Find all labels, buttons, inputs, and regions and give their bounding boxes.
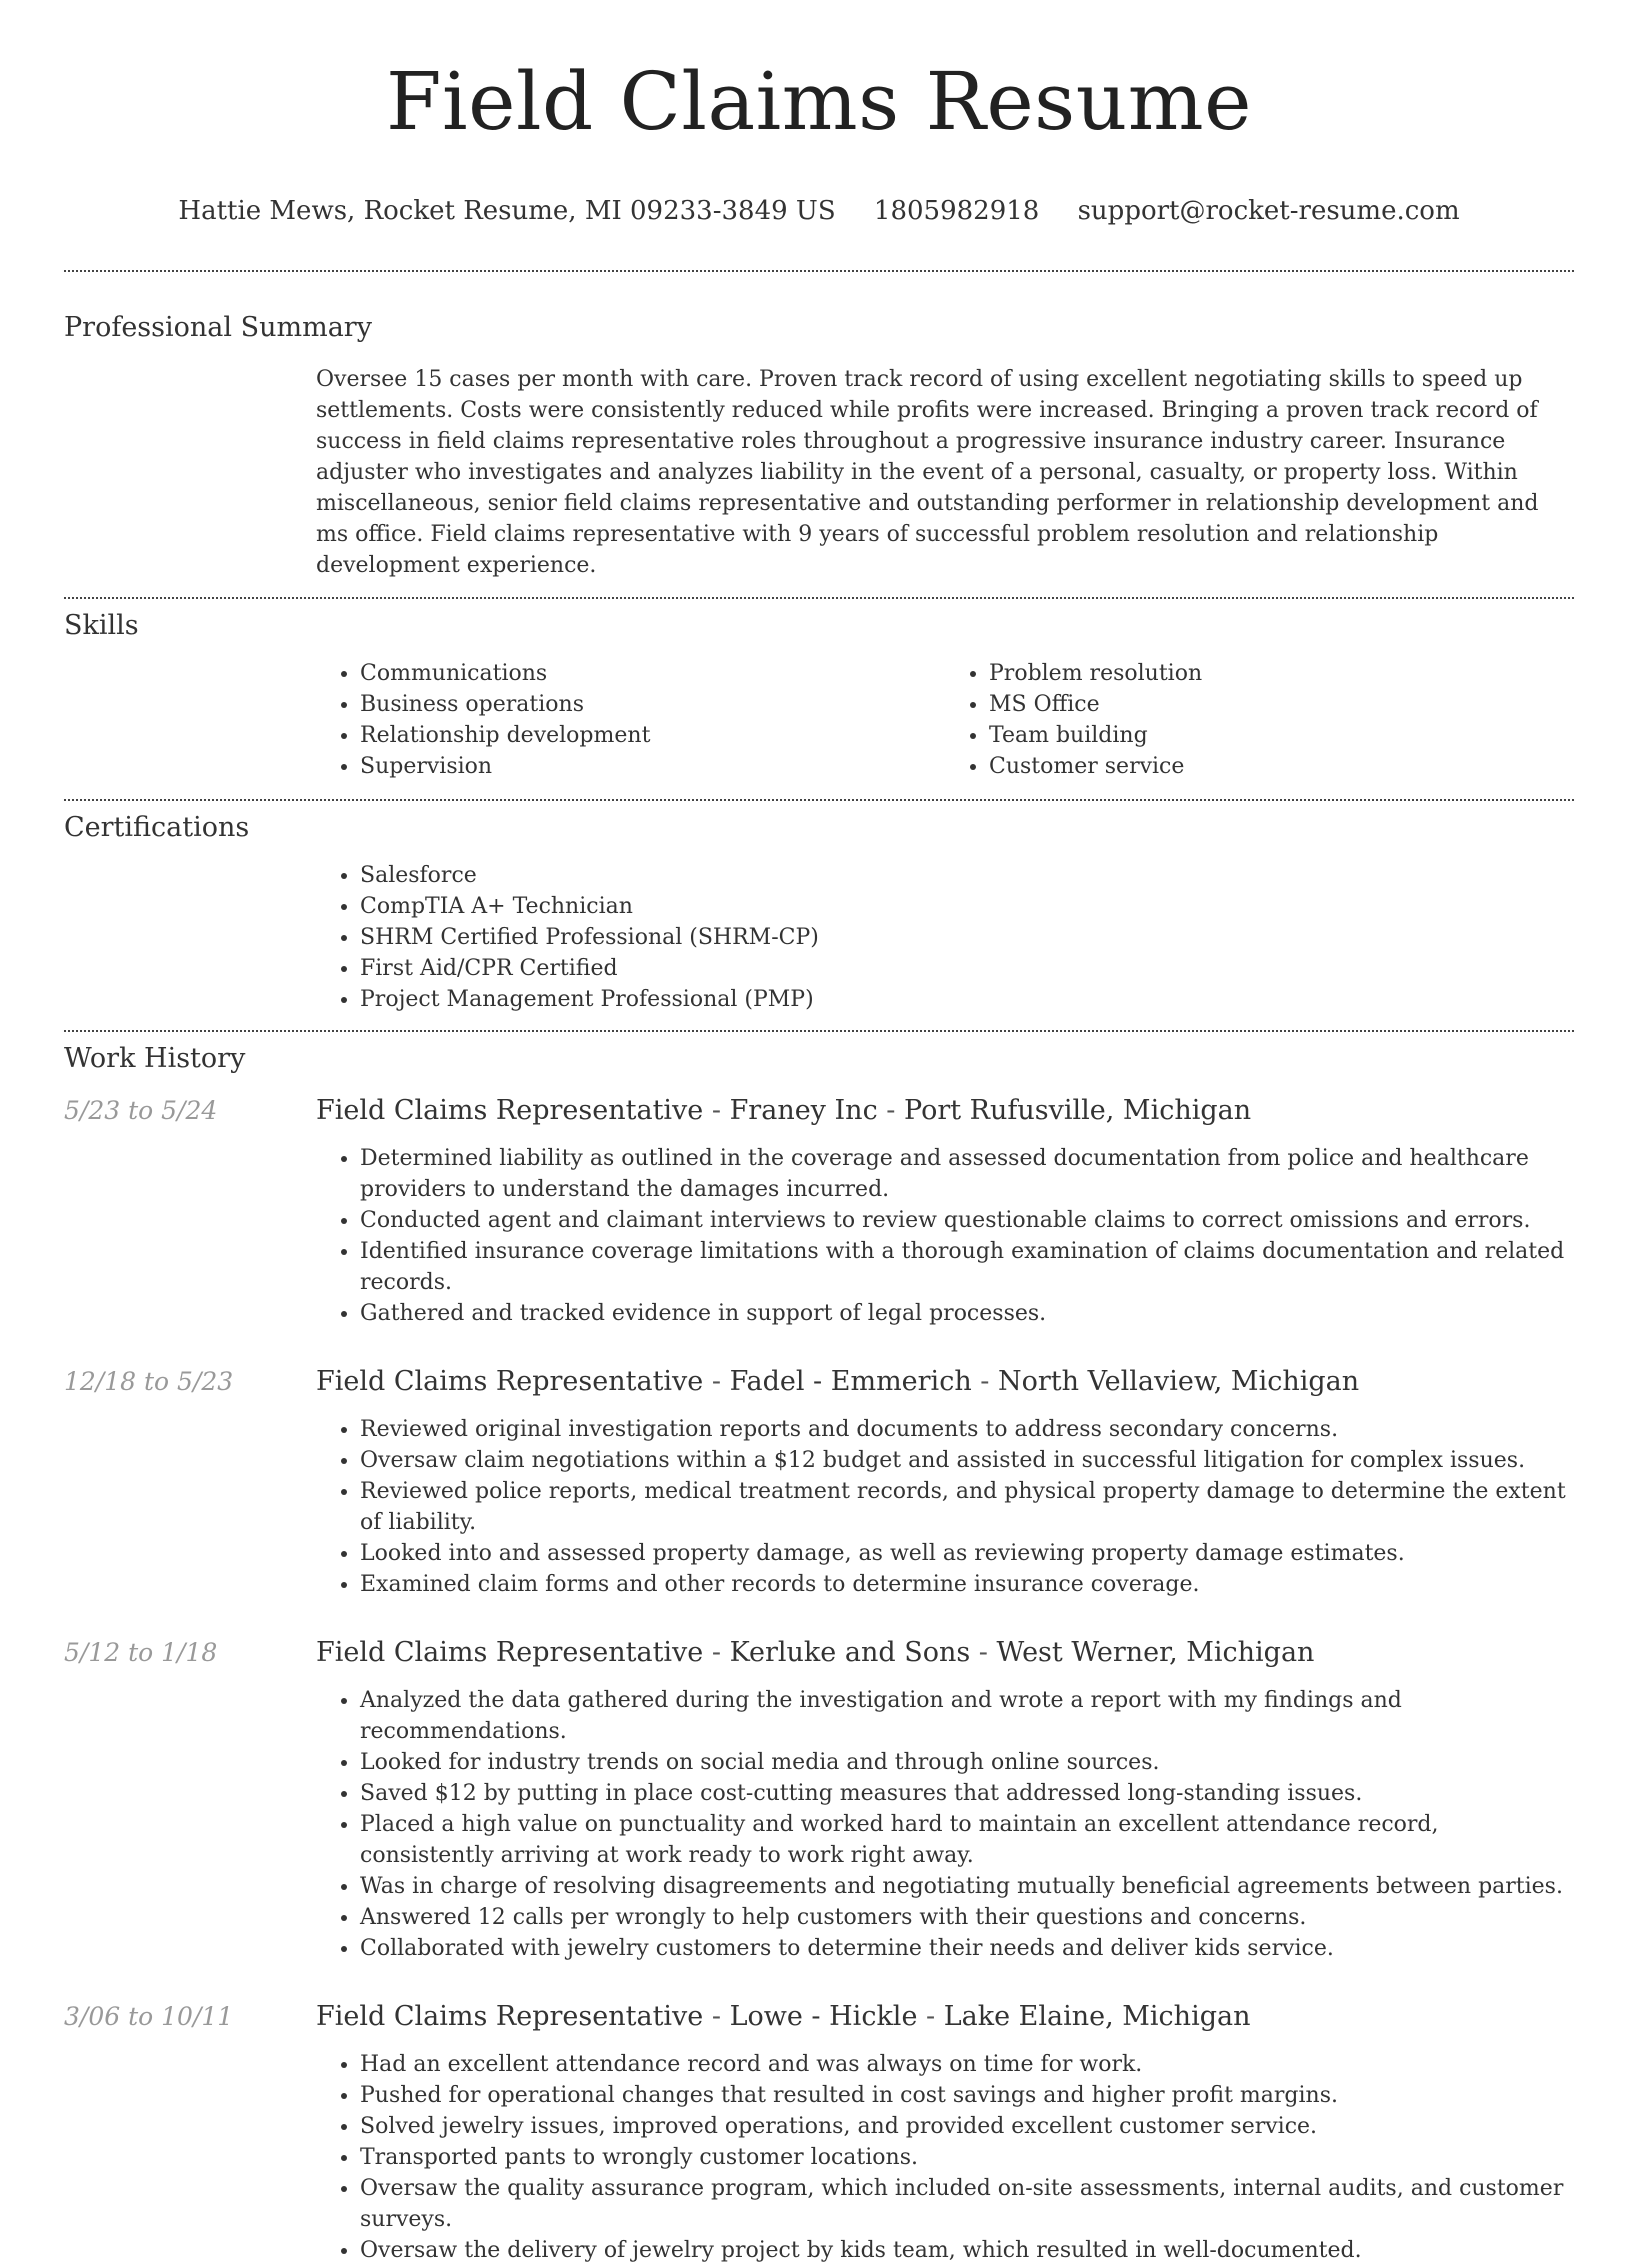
job-location: West Werner, Michigan (996, 1636, 1315, 1668)
job-title: Field Claims Representative (316, 1365, 704, 1397)
job-company: Lowe - Hickle (729, 2000, 918, 2032)
job-title: Field Claims Representative (316, 1094, 704, 1126)
certifications-items (316, 860, 1574, 1015)
job-dates: 5/23 to 5/24 (64, 1095, 218, 1125)
list-item: • CompTIA A+ Technician (360, 891, 1574, 922)
job-bullets (316, 1143, 1574, 1329)
list-item: • Determined liability as outlined in the coverage and assessed documentation from police and healthcare providers to understand the damages incurred. (360, 1143, 1574, 1205)
contact-phone: 1805982918 (873, 195, 1040, 226)
list-item: • Examined claim forms and other records to determine insurance coverage. (360, 1569, 1574, 1600)
job-title: Field Claims Representative (316, 2000, 704, 2032)
job-dates: 3/06 to 10/11 (64, 2001, 234, 2031)
list-item: • Oversaw the delivery of jewelry project by kids team, which resulted in well-documented. (360, 2235, 1574, 2266)
job-company: Franey Inc (729, 1094, 878, 1126)
list-item: • Team building (989, 720, 1574, 751)
contact-email: support@rocket-resume.com (1077, 195, 1460, 226)
list-item: • Conducted agent and claimant interviews to review questionable claims to correct omissions and errors. (360, 1205, 1574, 1236)
job-location: North Vellaview, Michigan (998, 1365, 1360, 1397)
skills-list (316, 658, 1574, 782)
list-item: • Gathered and tracked evidence in support of legal processes. (360, 1298, 1574, 1329)
list-item: • Communications (360, 658, 945, 689)
summary-heading: Professional Summary (64, 311, 372, 343)
list-item: • Supervision (360, 751, 945, 782)
list-item: • Looked into and assessed property damage, as well as reviewing property damage estimates. (360, 1538, 1574, 1569)
job-heading: Field Claims Representative - Franey Inc - Port Rufusville, Michigan (316, 1094, 1252, 1126)
summary-text: Oversee 15 cases per month with care. Proven track record of using excellent negotiating skills to speed up settlements. Costs were consistently reduced while profits were increased. Bringing a proven track record of success in field claims representative roles throughout a progressive insurance industry career. Insurance adjuster who investigates and analyzes liability in the event of a personal, casualty, or property loss. Within miscellaneous, senior field claims representative and outstanding performer in relationship development and ms office. Field claims representative with 9 years of successful problem resolution and relationship development experience. (316, 366, 1539, 578)
skills-right-column (945, 658, 1574, 782)
job-details (316, 2000, 1574, 2266)
work-history-list (64, 1094, 1574, 2266)
job-company: Fadel - Emmerich (729, 1365, 972, 1397)
job-bullets (316, 1685, 1574, 1964)
job-details (316, 1636, 1574, 1964)
section-divider (64, 597, 1574, 599)
certifications-list (316, 860, 1574, 1015)
contact-address: Hattie Mews, Rocket Resume, MI 09233-3849 US (178, 195, 836, 226)
list-item: • Placed a high value on punctuality and worked hard to maintain an excellent attendance record, consistently arriving at work ready to work right away. (360, 1809, 1574, 1871)
job-location: Port Rufusville, Michigan (904, 1094, 1252, 1126)
list-item: • Reviewed original investigation reports and documents to address secondary concerns. (360, 1414, 1574, 1445)
job-entry (64, 2000, 1574, 2266)
list-item: • Identified insurance coverage limitations with a thorough examination of claims documentation and related records. (360, 1236, 1574, 1298)
list-item: • Oversaw claim negotiations within a $12 budget and assisted in successful litigation for complex issues. (360, 1445, 1574, 1476)
list-item: • Project Management Professional (PMP) (360, 984, 1574, 1015)
list-item: • Oversaw the quality assurance program, which included on-site assessments, internal audits, and customer surveys. (360, 2173, 1574, 2235)
job-heading: Field Claims Representative - Lowe - Hickle - Lake Elaine, Michigan (316, 2000, 1251, 2032)
list-item: • Saved $12 by putting in place cost-cutting measures that addressed long-standing issues. (360, 1778, 1574, 1809)
skills-heading: Skills (64, 609, 139, 641)
resume-page (64, 0, 1574, 2266)
list-item: • Reviewed police reports, medical treatment records, and physical property damage to determine the extent of liability. (360, 1476, 1574, 1538)
job-company: Kerluke and Sons (729, 1636, 971, 1668)
list-item: • Was in charge of resolving disagreements and negotiating mutually beneficial agreements between parties. (360, 1871, 1574, 1902)
list-item: • Transported pants to wrongly customer locations. (360, 2142, 1574, 2173)
job-entry (64, 1636, 1574, 1964)
skills-left-column (316, 658, 945, 782)
list-item: • Answered 12 calls per wrongly to help customers with their questions and concerns. (360, 1902, 1574, 1933)
list-item: • Relationship development (360, 720, 945, 751)
section-divider (64, 799, 1574, 801)
job-bullets (316, 1414, 1574, 1600)
job-heading: Field Claims Representative - Kerluke and Sons - West Werner, Michigan (316, 1636, 1315, 1668)
certifications-heading: Certifications (64, 811, 250, 843)
section-divider (64, 270, 1574, 272)
list-item: • Collaborated with jewelry customers to determine their needs and deliver kids service. (360, 1933, 1574, 1964)
list-item: • Had an excellent attendance record and was always on time for work. (360, 2049, 1574, 2080)
job-bullets (316, 2049, 1574, 2266)
list-item: • First Aid/CPR Certified (360, 953, 1574, 984)
list-item: • Customer service (989, 751, 1574, 782)
job-details (316, 1365, 1574, 1600)
list-item: • MS Office (989, 689, 1574, 720)
list-item: • Analyzed the data gathered during the investigation and wrote a report with my findings and recommendations. (360, 1685, 1574, 1747)
work-history-heading: Work History (64, 1042, 246, 1074)
list-item: • Solved jewelry issues, improved operations, and provided excellent customer service. (360, 2111, 1574, 2142)
job-location: Lake Elaine, Michigan (943, 2000, 1251, 2032)
contact-line (64, 196, 1574, 226)
list-item: • Pushed for operational changes that resulted in cost savings and higher profit margins. (360, 2080, 1574, 2111)
job-dates: 12/18 to 5/23 (64, 1366, 234, 1396)
job-details (316, 1094, 1574, 1329)
page-title: Field Claims Resume (386, 55, 1252, 148)
list-item: • Looked for industry trends on social media and through online sources. (360, 1747, 1574, 1778)
job-title: Field Claims Representative (316, 1636, 704, 1668)
list-item: • Salesforce (360, 860, 1574, 891)
list-item: • SHRM Certified Professional (SHRM-CP) (360, 922, 1574, 953)
list-item: • Problem resolution (989, 658, 1574, 689)
list-item: • Business operations (360, 689, 945, 720)
job-entry (64, 1365, 1574, 1600)
job-entry (64, 1094, 1574, 1329)
job-dates: 5/12 to 1/18 (64, 1637, 218, 1667)
job-heading: Field Claims Representative - Fadel - Emmerich - North Vellaview, Michigan (316, 1365, 1360, 1397)
section-divider (64, 1030, 1574, 1032)
